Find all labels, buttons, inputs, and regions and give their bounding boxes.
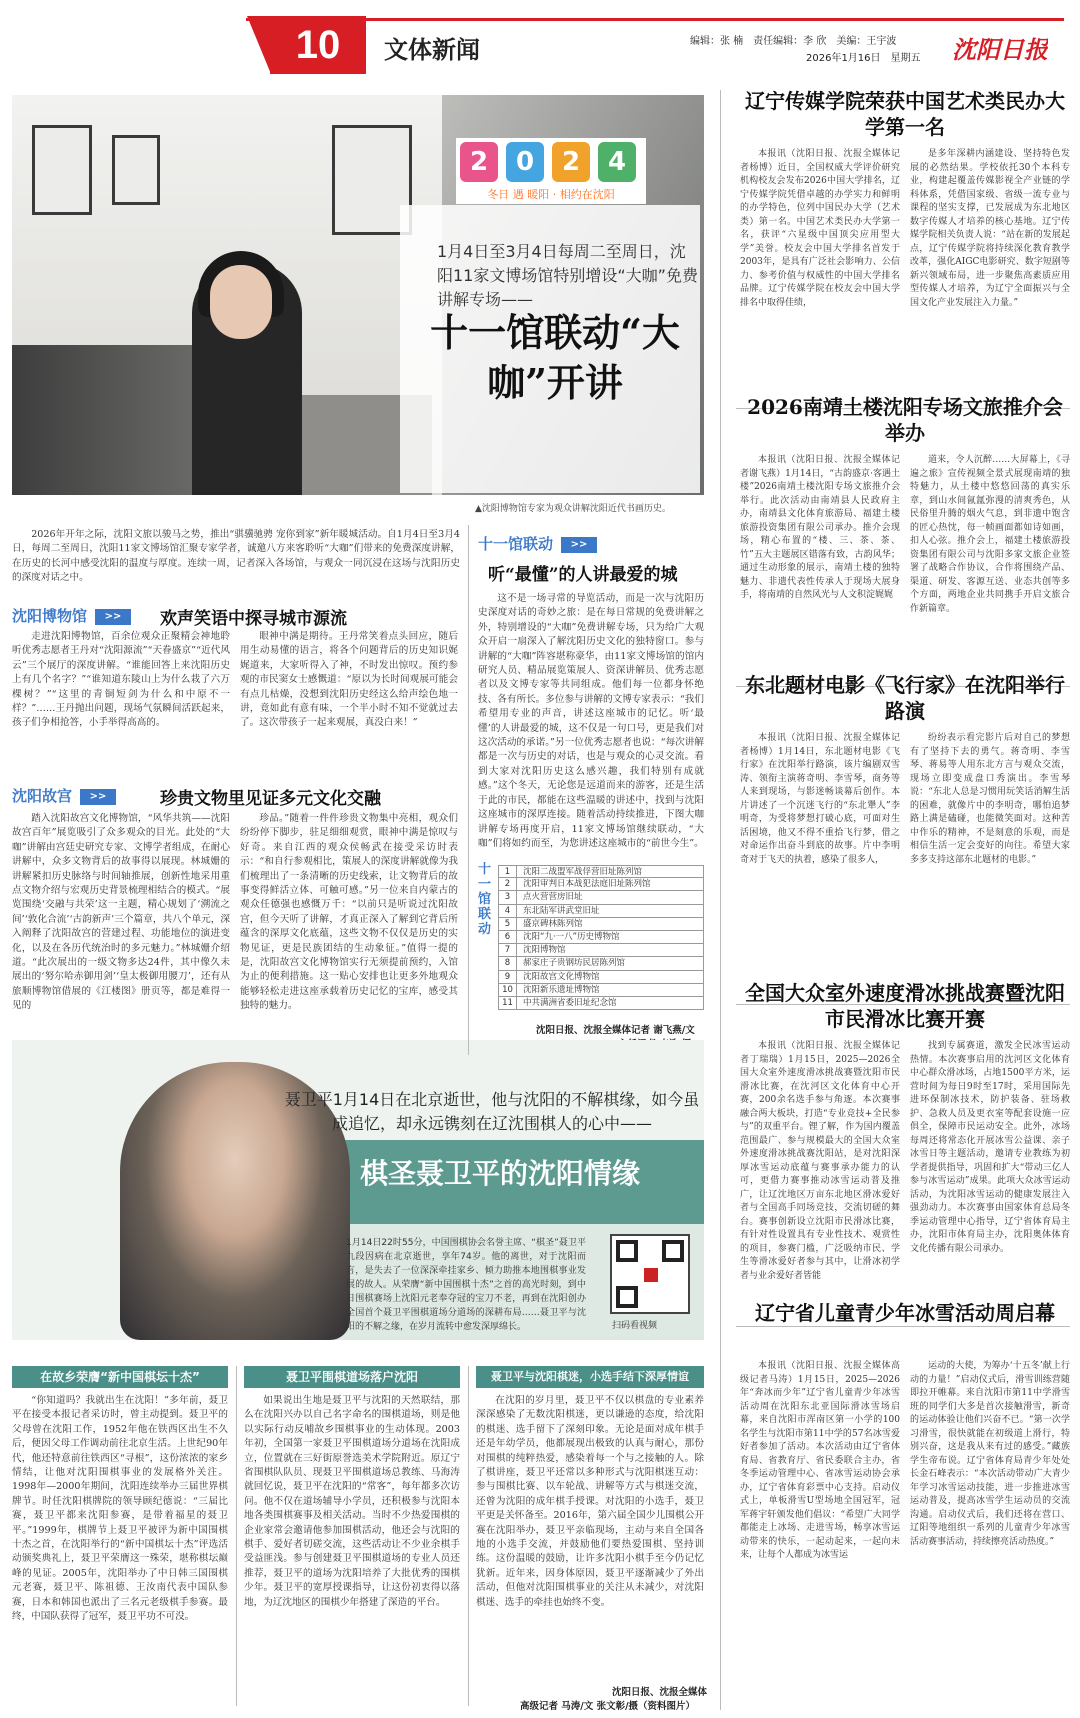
section-tag-museum bbox=[12, 605, 131, 626]
nie-headline: 棋圣聂卫平的沈阳情缘 bbox=[359, 1157, 640, 1190]
museum-column-2: 眼神中满是期待。王丹常笑着点头回应，随后用生动易懂的语言，将各个问题背后的历史知识娓娓道来，大家听得入了神，不时发出惊叹。预约参观的市民窦女士感慨道：“原以为长时间观展可能会有点儿枯燥，没想到沈阳历史经这么给声绘色地一讲，竟如此有意有味，一个半小时不知不觉就过去了。这次带孩子一起来观展，真没白来！” bbox=[240, 631, 458, 729]
event-badge bbox=[456, 138, 646, 204]
editor-credits: 编辑：张 楠 责任编辑：李 欣 美编：王宇波 bbox=[690, 36, 897, 47]
venue-row bbox=[498, 931, 704, 944]
double-arrow-icon: >> bbox=[561, 537, 597, 553]
column-divider bbox=[720, 90, 721, 1710]
venue-index: 10 bbox=[499, 984, 517, 996]
museum-column-1: 走进沈阳博物馆，百余位观众正聚精会神地聆听优秀志愿者王丹对“沈阳源流”“天眷盛京”“近代风云”三个展厅的深度讲解。“谁能回答上来沈阳历史上有几个名字？”“谁知道东陵山上为什么栽了六万棵树？”“这里的青铜短剑为什么和中原不一样？”……王丹抛出问题，现场气氛瞬间活跃起来，孩子们争相抢答，小手举得高高的。 bbox=[12, 631, 230, 729]
page-number-corner bbox=[247, 16, 271, 74]
qr-caption: 扫码看视频 bbox=[612, 1321, 658, 1331]
venues-vertical-label: 十一馆联动 bbox=[478, 862, 492, 937]
venue-row bbox=[498, 944, 704, 957]
nie-column-3: 在沈阳的岁月里，聂卫平不仅以棋盘的专业素养深深感染了无数沈阳棋迷，更以谦逊的态度，给沈阳的棋迷、选手留下了深刻印象。无论是面对成年棋手还是年幼学员，他都展现出极致的认真与耐心，那份对围棋的纯粹热爱，感染着每一个与之接触的人。除了棋讲座，聂卫平还常以多种形式与沈阳棋迷互动：参与围棋比赛、以车轮战、讲解等方式与棋迷交流，还曾为沈阳的成年棋手授课。对沈阳的小选手，聂卫平更是关怀备至。2016年，第六届全国少儿围棋公开赛在沈阳举办，聂卫平亲临现场，主动与来自全国各地的小选手交流，并鼓励他们要热爱围棋、坚持训练。这份温暖的鼓励，让许多沈阳小棋手至今仍记忆犹新。近年来，因身体原因，聂卫平逐渐减少了外出活动，但他对沈阳围棋事业的关注从未减少，对沈阳棋迷、选手的牵挂也始终不变。 bbox=[476, 1395, 704, 1608]
venue-name: 郝家庄子贵钢坊民居陈列馆 bbox=[523, 958, 626, 969]
section-tag-label: 沈阳博物馆 bbox=[12, 607, 88, 625]
right-article-title: 2026南靖土楼沈阳专场文旅推介会举办 bbox=[747, 395, 1063, 445]
newspaper-logo: 沈阳日报 bbox=[952, 35, 1048, 64]
right-article-col-right: 是多年深耕内涵建设、坚持特色发展的必然结果。学校依托30个本科专业，构建起覆盖传媒影视全产业链的学科体系，凭借国家级、省级一流专业与课程的坚实支撑，已发展成为东北地区数字传媒人才培养的核心基地。辽宁传媒学院相关负责人说：“站在新的发展起点，辽宁传媒学院将持续深化教育教学改革，强化AIGC电影研究、数字短剧等新兴领域布局，进一步聚焦高素质应用型传媒人才培养，为辽宁全面振兴与全国文化产业发展注入力量。” bbox=[910, 149, 1070, 308]
framed-painting bbox=[112, 135, 160, 205]
page-number: 10 bbox=[270, 16, 366, 74]
right-article-col-left: 本报讯（沈阳日报、沈报全媒体记者杨博）1月14日，东北题材电影《飞行家》在沈阳举行路演，该片编剧双雪涛、领衔主演蒋奇明、李雪琴，商务等人来到现场，与影迷畅谈幕后创作。本片讲述了一个沉迷飞行的“东北犟人”李明奇，为受将梦想打破心底，可面对生活困境，他又不得不重拾飞行梦，借之对命运作出奋斗到底的故事。片中李明奇对于飞天的执着，感染了很多人， bbox=[740, 733, 900, 865]
section-heading-museum: 欢声笑语中探寻城市源流 bbox=[160, 609, 347, 629]
guide-face bbox=[210, 265, 272, 339]
nie-col1-title: 在故乡荣膺“新中国棋坛十杰” bbox=[12, 1366, 228, 1388]
venue-index: 3 bbox=[499, 891, 517, 903]
venue-row bbox=[498, 891, 704, 904]
masthead-rule bbox=[246, 18, 1064, 21]
venue-name: 沈阳新乐遗址博物馆 bbox=[523, 984, 600, 995]
right-article-col-left: 本报讯（沈阳日报、沈报全媒体高级记者马涛）1月15日，2025—2026年“奔冰而少年”辽宁省儿童青少年冰雪活动周在沈阳东北亚国际滑冰雪场启幕，来自沈阳市浑南区第一小学的100名学生与沈阳市第11中学的57名冰雪爱好者参加了活动。本次活动由辽宁省体育局、省教育厅、省民委联合主办，省冬季运动管理中心、省冰雪运动协会承办，辽宁省体育彩票中心支持。启动仪式上，单板滑雪U型场地全国冠军，冠军蒋宇轩颁发他们倡议：“希望广大同学都能走上冰场、走进雪场，畅享冰雪运动带来的快乐，一起动起来，一起向未来，让每个人都成为冰雪运 bbox=[740, 1361, 900, 1560]
hero-intro: 1月4日至3月4日每周二至周日，沈阳11家文博场馆特别增设“大咖”免费讲解专场—— bbox=[437, 242, 698, 309]
venue-row bbox=[498, 905, 704, 918]
venue-index: 11 bbox=[499, 997, 517, 1009]
photo-caption: ▲沈阳博物馆专家为观众讲解沈阳近代书画历史。 bbox=[475, 504, 671, 514]
eleven-credit-writer: 沈阳日报、沈报全媒体记者 谢飞燕/文 bbox=[536, 1025, 695, 1036]
venue-row bbox=[498, 918, 704, 931]
venue-row bbox=[498, 878, 704, 891]
nie-col2-title: 聂卫平围棋道场落户沈阳 bbox=[244, 1366, 460, 1388]
right-article-col-right: 道来，令人沉醉……大屏幕上，《寻遍之旅》宣传视频全景式展现南靖的独特魅力，从土楼中悠悠回荡的真实乐章，到山水间氤氲弥漫的清爽秀色，从民俗里升腾的烟火气息，到非遗中饱含的匠心热忱，每一帧画面都如诗如画，扣人心弦。推介会上，福建土楼旅游投资集团有限公司与沈阳多家文旅企业签署了战略合作协议，合作将围绕产品、渠道、研发、客源互送、业态共创等多个方面，两地企业共同携手开启文旅合作新篇章。 bbox=[910, 455, 1070, 614]
venue-name: 沈阳“九·一八”历史博物馆 bbox=[523, 931, 620, 942]
eleven-body: 这不是一场寻常的导览活动，而是一次与沈阳历史深度对话的奇妙之旅：是在每日常规的免费讲解之外，特别增设的“大咖”免费讲解专场，只为给广大观众开启一扇深入了解沈阳历史文化的独特窗口。参与讲解的“大咖”阵容堪称豪华，由11家文博场馆的馆内研究人员、精品展览策展人、资深讲解员、优秀志愿者以及文博专家等共同组成。他们每一位都身怀绝技、各有所长。多位参与讲解的文博专家表示：“我们希望用专业的声音，讲述这座城市的记忆。听‘最懂’的人讲最爱的城，这不仅是一句口号，更是我们对这次活动的承诺。”另一位优秀志愿者也说：“每次讲解都是一次与历史的对话，也是与观众的心灵交流。看到大家对沈阳历史这么感兴趣，我们特别有成就感。”这个冬天，无论您是远道而来的游客，还是生活于此的市民，都能在这些温暖的讲述中，找到与沈阳这座城市的深厚连接。随着活动持续推进，下图大咖讲解专场再度开启，11家文博场馆继续联动，“大咖”们将如约而至，为您讲述这座城市的“前世今生”。 bbox=[478, 593, 704, 849]
right-article-col-left: 本报讯（沈阳日报、沈报全媒体记者丁瑞瑞）1月15日，2025—2026全国大众室外速度滑冰挑战赛暨沈阳市民滑冰比赛，在沈河区文化体育中心开赛，200余名选手参与角逐。本次赛事融合两大板块，打造“专业竞技+全民参与”的双重平台。锂了解，作为国内覆盖范围最广、参与规模最大的全国大众室外速度滑冰挑战赛沈阳站，是对沈阳深厚冰雪运动底蕴与赛事承办能力的认可，更借力赛事推动冰雪运动普及推广，让辽沈地区万亩东北地区滑冰爱好者与全国高手同场竞技，交流切磋的舞台。赛事创新设立沈阳市民滑冰比赛，有针对性设置具有专业性技术、观赏性的项目，参赛门槛，广泛吸纳市民、学生等滑冰爱好者参与其中，让滑冰初学者与业余爱好者皆能 bbox=[740, 1041, 900, 1281]
badge-caption: 冬日 遇 暖阳 · 相约在沈阳 bbox=[487, 188, 615, 201]
venue-name: 中共满洲省委旧址纪念馆 bbox=[523, 997, 617, 1008]
lead-paragraph: 2026年开年之际，沈阳文旅以骏马之势，推出“骐骥驰骋 宠你到家”新年暖城活动。自1月4日至3月4日，每周二至周日，沈阳11家文博场馆汇聚专家学者，诚邀八方来客聆听“大咖”们带来的免费深度讲解，在历史的长河中感受沈阳的温度与厚度。连续一周，记者深入各场馆，与观众一同沉浸在这场与沈阳历史的深度对话之中。 bbox=[12, 529, 460, 584]
double-arrow-icon: >> bbox=[95, 609, 131, 625]
venue-index: 7 bbox=[499, 944, 517, 956]
venue-row bbox=[498, 957, 704, 970]
double-arrow-icon: >> bbox=[80, 789, 116, 805]
nie-credit-outlet: 沈阳日报、沈报全媒体 bbox=[612, 1687, 708, 1698]
qr-finder bbox=[616, 1286, 638, 1308]
venue-row bbox=[498, 984, 704, 997]
section-tag-palace bbox=[12, 785, 116, 806]
section-heading-palace: 珍贵文物里见证多元文化交融 bbox=[160, 789, 381, 809]
badge-digit: 4 bbox=[598, 142, 636, 182]
issue-date: 2026年1月16日 星期五 bbox=[806, 53, 921, 64]
venue-index: 6 bbox=[499, 931, 517, 943]
venue-row bbox=[498, 971, 704, 984]
column-divider bbox=[236, 1366, 237, 1706]
right-article-title: 辽宁省儿童青少年冰雪活动周启幕 bbox=[755, 1301, 1055, 1325]
right-article-col-left: 本报讯（沈阳日报、沈报全媒体记者谢飞燕）1月14日，“古韵盛京·客遇土楼”2026南靖土楼沈阳专场文旅推介会举行。此次活动由南靖县人民政府主办，南靖县文化体育旅游局、福建土楼旅游投资集团有限公司承办。推介会现场，精心布置的“楼、三、茶、茶、竹”五大主题展区错落有致，古韵风华；通过生动形象的展示，南靖土楼的独特魅力、非遗代表性传承人于现场大展身手，将南靖的自然风光与人文积淀娓娓 bbox=[740, 455, 900, 600]
venues-table bbox=[498, 865, 704, 1010]
venue-name: 沈阳审判日本战犯法庭旧址陈列馆 bbox=[523, 879, 651, 890]
section-tag-label: 十一馆联动 bbox=[478, 535, 554, 553]
column-divider bbox=[468, 525, 469, 1055]
badge-digit: 2 bbox=[460, 142, 498, 182]
nie-quote: 聂卫平1月14日在北京逝世，他与沈阳的不解棋缘，如今虽成追忆，却永远镌刻在辽沈围棋人的心中—— bbox=[284, 1090, 700, 1133]
venue-index: 5 bbox=[499, 918, 517, 930]
nie-col3-title: 聂卫平与沈阳棋迷，小选手结下深厚情谊 bbox=[476, 1366, 704, 1388]
venue-index: 4 bbox=[499, 905, 517, 917]
nie-column-1: “你知道吗？我就出生在沈阳！”多年前，聂卫平在接受本报记者采访时，曾主动提到。聂卫平的父母曾在沈阳工作，1952年他在铁西区出生不久后，便因父母工作调动前往北京生活。上世纪90年代，他还特意前往铁西区“寻根”，这份浓浓的家乡情结，让他对沈阳围棋事业的发展格外关注。1998年—2000年期间，沈阳连续举办三届世界棋牌节。时任沈阳棋牌院的领导顾纪德说：“三届比赛，聂卫平都来沈阳参赛，是带着福星的聂卫平。”1999年，棋牌节上聂卫平被评为新中国围棋十杰之首，在沈阳举行的“新中国棋坛十杰”评选活动颁奖典礼上，聂卫平荣膺这一殊荣，堪称棋坛巅峰的见证。2005年，沈阳举办了中日韩三国围棋元老赛，聂卫平、陈祖德、王汝南代表中国队参赛，日本和韩国也派出了三名元老级棋手参赛。最终，中国队获得了冠军，聂卫平功不可没。 bbox=[12, 1395, 228, 1623]
venue-index: 2 bbox=[499, 878, 517, 890]
venue-name: 东北陆军讲武堂旧址 bbox=[523, 905, 600, 916]
column-divider bbox=[468, 1366, 469, 1706]
right-article-col-right: 找到专属赛道，激发全民冰雪运动热情。本次赛事启用的沈河区文化体育中心群众滑冰场，占地1500平方米，运营时间为每日9时至17时，采用国际先进环保制冰技术，防护装备、驻场救护、急救人员及更衣室等配套设施一应俱全，保障市民运动安全。此外，冰场每周还将常态化开展冰雪公益课、亲子冰雪日等主题活动，邀请专业教练为初学者提供指导，巩固和扩大“带动三亿人参与冰雪运动”成果。此项大众冰雪运动活动，为沈阳冰雪运动的健康发展注入强劲动力。本次赛事由国家体育总局冬季运动管理中心指导，辽宁省体育局主办，沈阳市体育局主办，沈阳奥体体育文化传播有限公司承办。 bbox=[910, 1041, 1070, 1254]
right-article-title: 辽宁传媒学院荣获中国艺术类民办大学第一名 bbox=[745, 89, 1065, 139]
qr-logo bbox=[644, 1268, 658, 1282]
venue-row bbox=[498, 997, 704, 1010]
section-tag-eleven bbox=[478, 533, 597, 554]
right-article-col-right: 纷纷表示看完影片后对自己的梦想有了坚持下去的勇气。蒋奇明、李雪琴、蒋易等人用东北方言与观众交流，现场立即变成盘口秀演出。李雪琴说：“东北人总是习惯用玩笑话消解生活的困难，就像片中的李明奇，哪怕追梦路上满是磕碰，也能微笑面对。这种苦中作乐的精神，不是刻意的乐观，而是相信生活一定会变好的向往。希望大家多多支持这部东北题材的电影。” bbox=[910, 733, 1070, 865]
right-article-title: 东北题材电影《飞行家》在沈阳举行路演 bbox=[745, 673, 1065, 723]
venue-name: 点火营营房旧址 bbox=[523, 892, 583, 903]
hero-headline: 十一馆联动“大咖”开讲 bbox=[430, 310, 680, 405]
qr-finder bbox=[662, 1240, 684, 1262]
venue-name: 沈阳博物馆 bbox=[523, 945, 566, 956]
venue-name: 沈阳故宫文化博物馆 bbox=[523, 971, 600, 982]
qr-finder bbox=[616, 1240, 638, 1262]
visitors-silhouette bbox=[12, 345, 212, 495]
venue-index: 9 bbox=[499, 971, 517, 983]
right-article-title: 全国大众室外速度滑冰挑战赛暨沈阳市民滑冰比赛开赛 bbox=[745, 981, 1065, 1031]
right-article-col-left: 本报讯（沈阳日报、沈报全媒体记者杨博）近日，全国权威大学评价研究机构校友会发布2026中国大学排名，辽宁传媒学院凭借卓越的办学实力和鲜明的办学特色，位列中国民办大学（艺术类）第一名。中国艺术类民办大学第一名，获评“六星级中国顶尖应用型大学”美誉。校友会中国大学排名首发于2003年，是具有广泛社会影响力、公信力、参考价值与权威性的中国大学排名品牌。辽宁传媒学院在校友会中国大学排名中取得佳绩， bbox=[740, 149, 900, 308]
nie-credit-writers: 高级记者 马涛/文 张文彰/摄（资料图片） bbox=[520, 1701, 696, 1712]
framed-painting bbox=[32, 125, 92, 215]
right-article-col-right: 运动的大使，为筹办‘十五冬’献上行动的力量！”启动仪式后，滑雪训练营随即拉开帷幕。来自沈阳市第11中学滑雪班的同学们大多是首次接触滑雪，新奇的运动体验让他们兴奋不已。“第一次学习滑雪，很快就能在初级道上滑行，特别兴奋，这是我从来有过的感受。”藏族学生帝布说。辽宁省体育局青少年处处长金石峰表示：“本次活动带动广大青少年学习冰雪运动技能，进一步推进冰雪运动普及，提高冰雪学生运动员的交流沟通。启动仪式后，我们还将在营口、辽阳等地组织一系列的儿童青少年冰雪活动赛事活动，持续擦亮活动热度。” bbox=[910, 1361, 1070, 1547]
section-title: 文体新闻 bbox=[384, 36, 480, 64]
badge-digit: 0 bbox=[506, 142, 544, 182]
venue-index: 8 bbox=[499, 957, 517, 969]
section-heading-eleven: 听“最懂”的人讲最爱的城 bbox=[488, 565, 678, 585]
nie-column-2: 如果说出生地是聂卫平与沈阳的天然联结，那么在沈阳兴办以自己名字命名的围棋道场，则是他以实际行动反哺故乡围棋事业的生动体现。2003年初，全国第一家聂卫平围棋道场分道场在沈阳成立，位置就在三好街原誉选美术学院附近。原辽宁省围棋队队员、现聂卫平围棋道场总教练、马海涛就回忆说，聂卫平在沈阳的“常客”，每年都多次访问。他不仅在道场辅导小学员，还积极参与沈阳本地各类围棋赛事及相关活动。当时不少热爱围棋的企业家常会邀请他参加围棋活动，他还会与沈阳的棋手、爱好者切磋交流，这些活动让不少业余棋手受益匪浅。参与创建聂卫平围棋道场的专业人员还推荐，聂卫平的道场为沈阳培养了大批优秀的围棋少年。聂卫平的宽厚授课指导，让这份初衷得以落地，为辽沈地区的围棋少年搭建了深造的平台。 bbox=[244, 1395, 460, 1608]
venue-name: 盛京碑林陈列馆 bbox=[523, 918, 583, 929]
venue-row bbox=[498, 865, 704, 878]
venue-name: 沈阳二战盟军战俘营旧址陈列馆 bbox=[523, 867, 643, 877]
palace-column-1: 踏入沈阳故宫文化博物馆，“风华共筑——沈阳故宫百年”展览吸引了众多观众的目光。此处的“大咖”讲解由宫廷史研究专家、文博学者组成，在耐心讲解中，众多文物背后的故事得以展现。林城姗的讲解紧扣历史脉络与时间轴推展，创新性地采用重点文物介绍与宏观历史背景梳理相结合的模式。“展览围绕‘交融与共荣’这一主题，精心规划了‘溯流之间’‘敦化合流’‘古韵新声’三个篇章，共八个单元，深入阐释了沈阳故宫的营建过程、功能地位的演进变化，以及在各历代统治时的多元魅力。”林城姗介绍道。“此次展出的一级文物多达24件，其中像久未展出的‘努尔哈赤御用剑’‘皇太极御用腰刀’，还有从旅顺博物馆借展的《江楼图》册页等，都是难得一见的 bbox=[12, 813, 230, 1012]
section-tag-label: 沈阳故宫 bbox=[12, 787, 73, 805]
nie-summary: 1月14日22时55分，中国围棋协会名誉主席、“棋圣”聂卫平九段因病在北京逝世，享年74岁。他的离世，对于沈阳而言，是失去了一位深深牵挂家乡、倾力助推本地围棋事业发展的故人。从荣膺“新中国围棋十杰”之首的高光时刻，到中日围棋赛场上沈阳元老奉夺冠的宝刀不老，再到在沈阳创办全国首个聂卫平围棋道场分道场的深耕布局……聂卫平与沈阳的不解之缘，在岁月流转中愈发深厚绵长。 bbox=[346, 1238, 586, 1332]
qr-code-icon[interactable] bbox=[610, 1234, 690, 1314]
badge-digit: 2 bbox=[552, 142, 590, 182]
venue-index: 1 bbox=[499, 866, 517, 877]
palace-column-2: 珍品。”随着一件件珍贵文物集中亮相，观众们纷纷停下脚步，驻足细细观赏，眼神中满是惊叹与好奇。来自江西的观众侯畅武在接受采访时表示：“和自行参观相比，策展人的深度讲解就像为我们梳理出了一条清晰的历史线索，让文物背后的故事变得鲜活立体、可触可感。”另一位来自内蒙古的观众任德强也感慨万千：“以前只是听说过沈阳故宫，但今天听了讲解，才真正深入了解到它背后所蕴含的深厚文化底蕴，这些文物不仅仅是历史的实物见证，更是民族团结的生动象征。”值得一提的是，沈阳故宫文化博物馆实行无须提前预约，入馆为止的便利措施。这一贴心安排也让更多外地观众能够轻松走进这座承载着历史记忆的宝库，感受其独特的魅力。 bbox=[240, 813, 458, 1012]
